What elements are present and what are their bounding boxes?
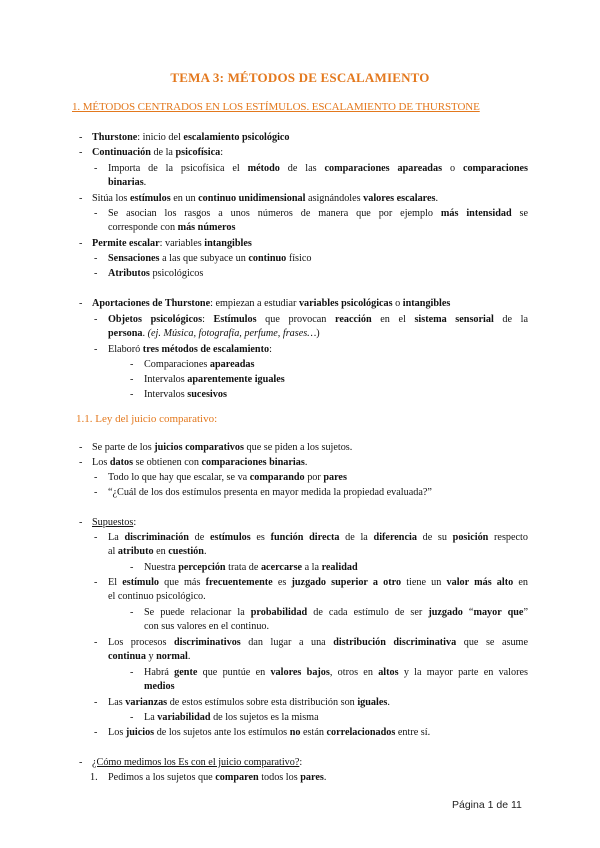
text-segment: de las <box>279 163 325 174</box>
text-segment: Todo lo que hay que escalar, se va <box>108 472 250 483</box>
text-line <box>92 441 352 455</box>
text-segment: en el <box>371 314 415 325</box>
text-line <box>92 297 450 311</box>
bullet: - <box>130 712 134 723</box>
text-segment: Supuestos <box>92 517 134 528</box>
text-segment: juicios <box>125 727 155 738</box>
text-segment: Intervalos <box>144 389 188 400</box>
bullet: - <box>79 442 83 453</box>
text-segment: de la <box>339 532 374 543</box>
bullet: - <box>79 457 83 468</box>
text-segment: corresponde con <box>108 222 178 233</box>
text-segment: estímulos <box>129 193 171 204</box>
text-segment: gente <box>174 667 198 678</box>
text-segment: Objetos psicológicos <box>108 314 203 325</box>
text-segment: : inicio del <box>137 132 184 143</box>
text-segment: que provocan <box>256 314 336 325</box>
text-segment: persona <box>108 328 143 339</box>
bullet: - <box>94 253 98 264</box>
text-segment: valores escalares <box>363 193 436 204</box>
bullet: - <box>94 637 98 648</box>
text-line <box>144 373 285 387</box>
text-segment: y <box>145 651 157 662</box>
text-segment: y la mayor parte en valores <box>398 667 528 678</box>
text-segment: el continuo psicológico. <box>108 591 206 602</box>
text-segment: que se asume <box>456 637 528 648</box>
text-segment: variabilidad <box>157 712 211 723</box>
text-segment: . <box>304 457 308 468</box>
text-segment: . <box>142 328 148 339</box>
text-segment: sistema sensorial <box>414 314 494 325</box>
text-line <box>108 207 528 221</box>
text-segment: El <box>108 577 123 588</box>
text-segment: Thurstone <box>92 132 138 143</box>
text-segment: valor más alto <box>446 577 514 588</box>
text-line <box>108 650 190 664</box>
text-segment: Las <box>108 697 126 708</box>
text-line <box>92 237 252 251</box>
list-number: 1. <box>90 772 98 783</box>
text-segment: en <box>513 577 528 588</box>
text-line <box>108 590 206 604</box>
text-segment: continuo unidimensional <box>198 193 306 204</box>
text-segment: Estímulos <box>213 314 257 325</box>
text-segment: discriminativos <box>173 637 241 648</box>
bullet: - <box>130 389 134 400</box>
bullet: - <box>130 607 134 618</box>
bullet: - <box>79 298 83 309</box>
text-line <box>108 545 206 559</box>
text-line <box>92 131 290 145</box>
text-segment: en <box>153 546 169 557</box>
text-segment: Se asocian los rasgos a unos números de manera que por ejemplo <box>108 208 441 219</box>
text-segment: juzgado <box>428 607 463 618</box>
text-segment: Aportaciones de Thurstone <box>92 298 211 309</box>
text-segment: Nuestra <box>144 562 179 573</box>
text-segment: se obtienen con <box>133 457 202 468</box>
text-segment: probabilidad <box>250 607 308 618</box>
text-segment: no <box>289 727 301 738</box>
text-segment: correlacionados <box>326 727 396 738</box>
text-segment: por <box>304 472 324 483</box>
section-heading-1: 1. MÉTODOS CENTRADOS EN LOS ESTÍMULOS. ESCALAMIENTO DE THURSTONE <box>72 101 480 113</box>
text-segment: : <box>299 757 303 768</box>
text-segment: atributo <box>117 546 154 557</box>
text-segment: comparen <box>215 772 259 783</box>
text-segment: Sitúa los <box>92 193 130 204</box>
text-segment: variables psicológicas <box>298 298 393 309</box>
text-segment: posición <box>452 532 489 543</box>
bullet: - <box>94 727 98 738</box>
text-segment: psicofísica <box>175 147 221 158</box>
text-line <box>108 162 528 176</box>
text-segment: tiene un <box>401 577 447 588</box>
text-segment: de la <box>493 314 528 325</box>
text-line <box>144 358 254 372</box>
text-segment: percepción <box>178 562 226 573</box>
text-segment: valores bajos <box>270 667 330 678</box>
text-segment: más números <box>177 222 236 233</box>
bullet: - <box>94 487 98 498</box>
text-segment: entre sí. <box>395 727 431 738</box>
text-segment: se <box>511 208 529 219</box>
text-segment: Sensaciones <box>108 253 160 264</box>
text-segment: . <box>323 772 327 783</box>
text-segment: . <box>387 697 390 708</box>
text-segment: de cada estímulo de ser <box>307 607 429 618</box>
text-segment: más intensidad <box>440 208 512 219</box>
text-segment: están <box>300 727 327 738</box>
text-segment: continuo <box>248 253 287 264</box>
text-segment: discriminación <box>124 532 189 543</box>
text-line <box>108 636 528 650</box>
text-segment: físico <box>286 253 312 264</box>
text-segment: de <box>188 532 210 543</box>
text-segment: Los procesos <box>108 637 174 648</box>
text-line <box>108 471 347 485</box>
text-segment: normal <box>156 651 188 662</box>
bullet: - <box>94 697 98 708</box>
text-segment: trata de <box>225 562 261 573</box>
text-segment: pares <box>323 472 347 483</box>
text-line <box>108 176 146 190</box>
text-segment: realidad <box>321 562 358 573</box>
text-segment: La <box>144 712 158 723</box>
text-segment: estímulo <box>122 577 159 588</box>
text-line <box>108 576 528 590</box>
text-segment: tres métodos de escalamiento <box>142 344 270 355</box>
text-segment: : variables <box>159 238 205 249</box>
bullet: - <box>94 577 98 588</box>
text-segment: escalamiento psicológico <box>183 132 290 143</box>
text-segment: (ej. Música, fotografía, perfume, frases… <box>147 328 317 339</box>
text-segment: Habrá <box>144 667 175 678</box>
text-segment: iguales <box>357 697 388 708</box>
text-segment: Los <box>108 727 126 738</box>
text-segment: de los sujetos es la misma <box>210 712 319 723</box>
text-segment: “ <box>462 607 474 618</box>
text-line <box>144 620 269 634</box>
text-segment: que puntúe en <box>197 667 271 678</box>
text-line <box>108 531 528 545</box>
bullet: - <box>79 193 83 204</box>
bullet: - <box>94 268 98 279</box>
text-segment: a las que subyace un <box>159 253 249 264</box>
text-segment: comparaciones apareadas <box>324 163 443 174</box>
text-line <box>108 221 235 235</box>
text-segment: medios <box>144 681 175 692</box>
text-line <box>108 313 528 327</box>
text-segment: acercarse <box>260 562 303 573</box>
text-segment: diferencia <box>373 532 417 543</box>
text-segment: : <box>220 147 224 158</box>
text-line <box>108 327 320 341</box>
bullet: - <box>130 667 134 678</box>
text-line <box>92 516 136 530</box>
text-line <box>92 456 307 470</box>
text-segment: psicológicos <box>149 268 204 279</box>
text-line <box>144 711 319 725</box>
text-line <box>108 252 311 266</box>
text-segment: reacción <box>335 314 372 325</box>
text-segment: altos <box>378 667 399 678</box>
text-segment: o <box>392 298 403 309</box>
section-heading-1-1: 1.1. Ley del juicio comparativo: <box>76 413 218 425</box>
text-segment: , otros en <box>329 667 379 678</box>
text-line <box>108 771 326 785</box>
text-segment: pares <box>300 772 324 783</box>
text-line <box>92 756 302 770</box>
text-segment: sucesivos <box>187 389 227 400</box>
text-line <box>144 388 227 402</box>
bullet: - <box>94 208 98 219</box>
text-segment: juicios comparativos <box>154 442 244 453</box>
text-segment: dan lugar a una <box>240 637 334 648</box>
text-segment: al <box>108 546 118 557</box>
text-segment: Pedimos a los sujetos que <box>108 772 216 783</box>
text-segment: comparando <box>249 472 305 483</box>
text-segment: “¿Cuál de los dos estímulos presenta en mayor medida la propiedad evaluada?” <box>108 487 432 498</box>
text-segment: Permite escalar <box>92 238 160 249</box>
text-line <box>92 192 438 206</box>
text-segment: Comparaciones <box>144 359 210 370</box>
page-title: TEMA 3: MÉTODOS DE ESCALAMIENTO <box>170 70 430 85</box>
text-segment: ¿Cómo medimos los Es con el juicio comparativo? <box>92 757 300 768</box>
text-segment: todos los <box>258 772 301 783</box>
bullet: - <box>79 517 83 528</box>
text-segment: a la <box>302 562 322 573</box>
text-segment: frecuentemente <box>205 577 273 588</box>
bullet: - <box>94 472 98 483</box>
text-line <box>144 606 528 620</box>
text-segment: Se parte de los <box>92 442 155 453</box>
text-segment: . <box>203 546 207 557</box>
text-segment: asignándoles <box>305 193 364 204</box>
text-segment: . <box>435 193 439 204</box>
text-segment: estímulos <box>209 532 251 543</box>
text-segment: intangibles <box>402 298 451 309</box>
text-segment: Continuación <box>92 147 151 158</box>
text-line <box>92 146 223 160</box>
text-segment: datos <box>109 457 134 468</box>
text-segment: . <box>143 177 147 188</box>
text-segment: respecto <box>488 532 528 543</box>
text-segment: comparaciones <box>462 163 529 174</box>
text-line <box>144 666 528 680</box>
bullet: - <box>79 757 83 768</box>
text-segment: es <box>272 577 292 588</box>
text-segment: juzgado superior a otro <box>291 577 402 588</box>
text-line <box>108 486 432 500</box>
bullet: - <box>94 344 98 355</box>
text-segment: distribución discriminativa <box>333 637 457 648</box>
text-segment: Se puede relacionar la <box>144 607 251 618</box>
bullet: - <box>94 314 98 325</box>
text-line <box>108 343 272 357</box>
bullet: - <box>94 532 98 543</box>
text-segment: o <box>442 163 463 174</box>
text-segment: : <box>202 314 214 325</box>
text-segment: : <box>269 344 272 355</box>
bullet: - <box>79 132 83 143</box>
text-segment: . <box>187 651 191 662</box>
text-segment: La <box>108 532 125 543</box>
text-segment: Elaboró <box>108 344 143 355</box>
text-segment: continua <box>108 651 146 662</box>
text-segment: ” <box>523 607 528 618</box>
text-line <box>144 680 175 694</box>
text-segment: de estos estímulos sobre esta distribución son <box>167 697 358 708</box>
text-segment: cuestión <box>168 546 204 557</box>
text-segment: de los sujetos ante los estímulos <box>154 727 290 738</box>
text-segment: con sus valores en el continuo. <box>144 621 270 632</box>
text-segment: que se piden a los sujetos. <box>243 442 353 453</box>
bullet: - <box>79 238 83 249</box>
text-line <box>108 726 430 740</box>
text-segment: binarias <box>108 177 144 188</box>
bullet: - <box>130 359 134 370</box>
text-segment: apareadas <box>209 359 255 370</box>
page-number: Página 1 de 11 <box>452 799 522 811</box>
text-line <box>144 561 358 575</box>
text-segment: Atributos <box>108 268 150 279</box>
text-segment: Los <box>92 457 110 468</box>
text-segment: : <box>133 517 137 528</box>
text-segment: de su <box>416 532 453 543</box>
text-segment: que más <box>159 577 206 588</box>
text-segment: función directa <box>270 532 340 543</box>
text-segment: Intervalos <box>144 374 188 385</box>
text-segment: varianzas <box>125 697 168 708</box>
text-line <box>108 267 203 281</box>
text-segment: de la <box>150 147 176 158</box>
text-segment: en un <box>170 193 199 204</box>
text-segment: es <box>250 532 271 543</box>
text-segment: mayor que <box>473 607 524 618</box>
text-segment: Importa de la psicofísica el <box>108 163 248 174</box>
bullet: - <box>130 562 134 573</box>
text-segment: intangibles <box>204 238 252 249</box>
text-segment: método <box>247 163 280 174</box>
text-segment: comparaciones binarias <box>201 457 305 468</box>
text-segment: : empiezan a estudiar <box>210 298 299 309</box>
text-segment: aparentemente iguales <box>187 374 285 385</box>
text-line <box>108 696 390 710</box>
bullet: - <box>94 163 98 174</box>
text-segment: ) <box>316 328 320 339</box>
bullet: - <box>130 374 134 385</box>
bullet: - <box>79 147 83 158</box>
